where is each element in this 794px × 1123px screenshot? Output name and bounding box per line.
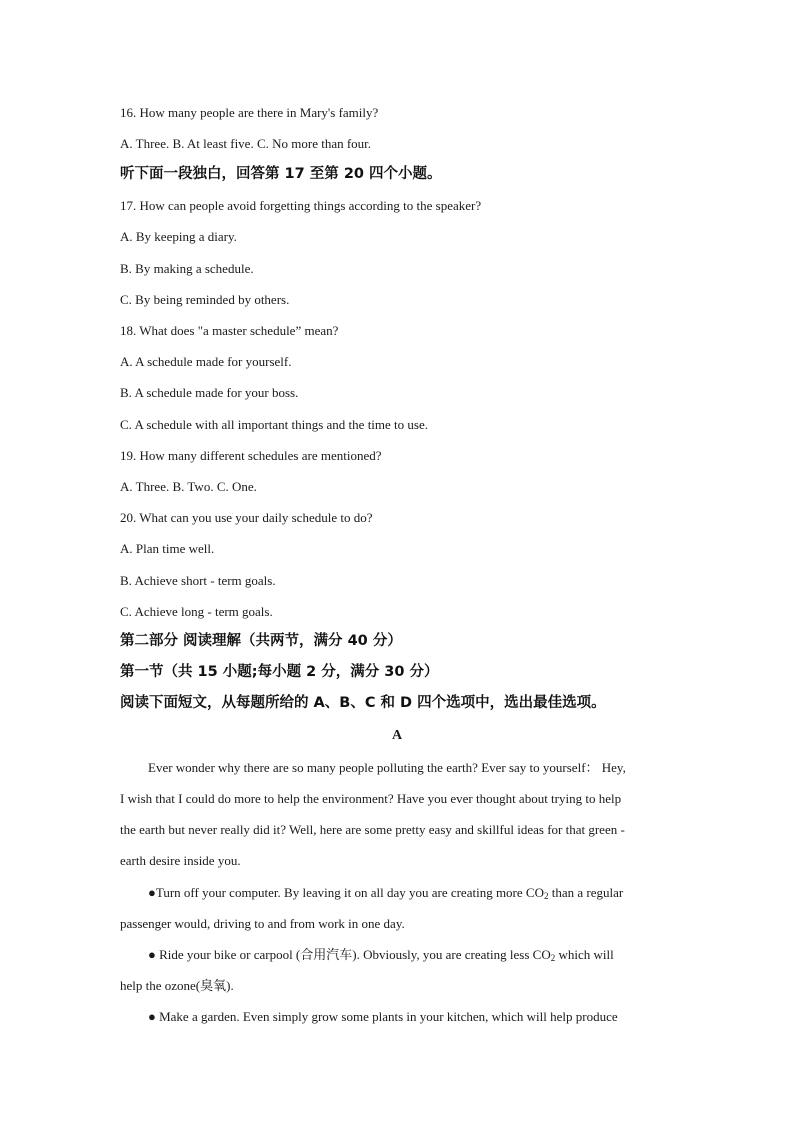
subscript: 2 [543, 891, 549, 901]
subscript: 2 [550, 953, 556, 963]
q16-question: 16. How many people are there in Mary's family? [120, 105, 379, 120]
bullet-text: than a regular [548, 885, 624, 900]
q19-options: A. Three. B. Two. C. One. [120, 479, 257, 494]
bullet-computer [148, 885, 623, 901]
q20-option-c: C. Achieve long - term goals. [120, 604, 273, 619]
reading-part-heading: 第二部分 阅读理解（共两节，满分 40 分） [120, 633, 402, 649]
bullet-bike [148, 947, 614, 963]
bullet-garden: ● Make a garden. Even simply grow some plants in your kitchen, which will help produce [148, 1009, 618, 1024]
q17-option-c: C. By being reminded by others. [120, 292, 290, 307]
q17-option-b: B. By making a schedule. [120, 261, 254, 276]
q17-option-a: A. By keeping a diary. [120, 229, 237, 244]
q16-options: A. Three. B. At least five. C. No more than four. [120, 136, 372, 151]
paragraph-line: Ever wonder why there are so many people polluting the earth? Ever say to yourself： Hey, [148, 760, 626, 775]
q20-option-a: A. Plan time well. [120, 541, 215, 556]
bullet-text: ●Turn off your computer. By leaving it on all day you are creating more CO [148, 885, 544, 900]
passage-label: A [391, 728, 403, 743]
reading-instruction: 阅读下面短文，从每题所给的 A、B、C 和 D 四个选项中，选出最佳选项。 [120, 695, 606, 711]
bullet-text: which will [555, 947, 614, 962]
bullet-computer-cont: passenger would, driving to and from work in one day. [120, 916, 405, 931]
bullet-bike-cont: help the ozone(臭氧). [120, 978, 234, 993]
monologue-instruction: 听下面一段独白，回答第 17 至第 20 四个小题。 [120, 166, 442, 182]
paragraph-line: I wish that I could do more to help the environment? Have you ever thought about trying to help [120, 791, 622, 806]
reading-section-heading: 第一节（共 15 小题;每小题 2 分，满分 30 分） [120, 664, 439, 680]
q18-option-a: A. A schedule made for yourself. [120, 354, 292, 369]
q19-question: 19. How many different schedules are mentioned? [120, 448, 382, 463]
bullet-text: ● Ride your bike or carpool (合用汽车). Obviously, you are creating less CO [148, 947, 551, 962]
q20-question: 20. What can you use your daily schedule to do? [120, 510, 373, 525]
q20-option-b: B. Achieve short - term goals. [120, 573, 276, 588]
q18-option-c: C. A schedule with all important things and the time to use. [120, 417, 428, 432]
q18-option-b: B. A schedule made for your boss. [120, 385, 299, 400]
paragraph-line: earth desire inside you. [120, 853, 241, 868]
paragraph-line: the earth but never really did it? Well, here are some pretty easy and skillful ideas for that green - [120, 822, 625, 837]
q18-question: 18. What does "a master schedule” mean? [120, 323, 339, 338]
q17-question: 17. How can people avoid forgetting things according to the speaker? [120, 198, 482, 213]
